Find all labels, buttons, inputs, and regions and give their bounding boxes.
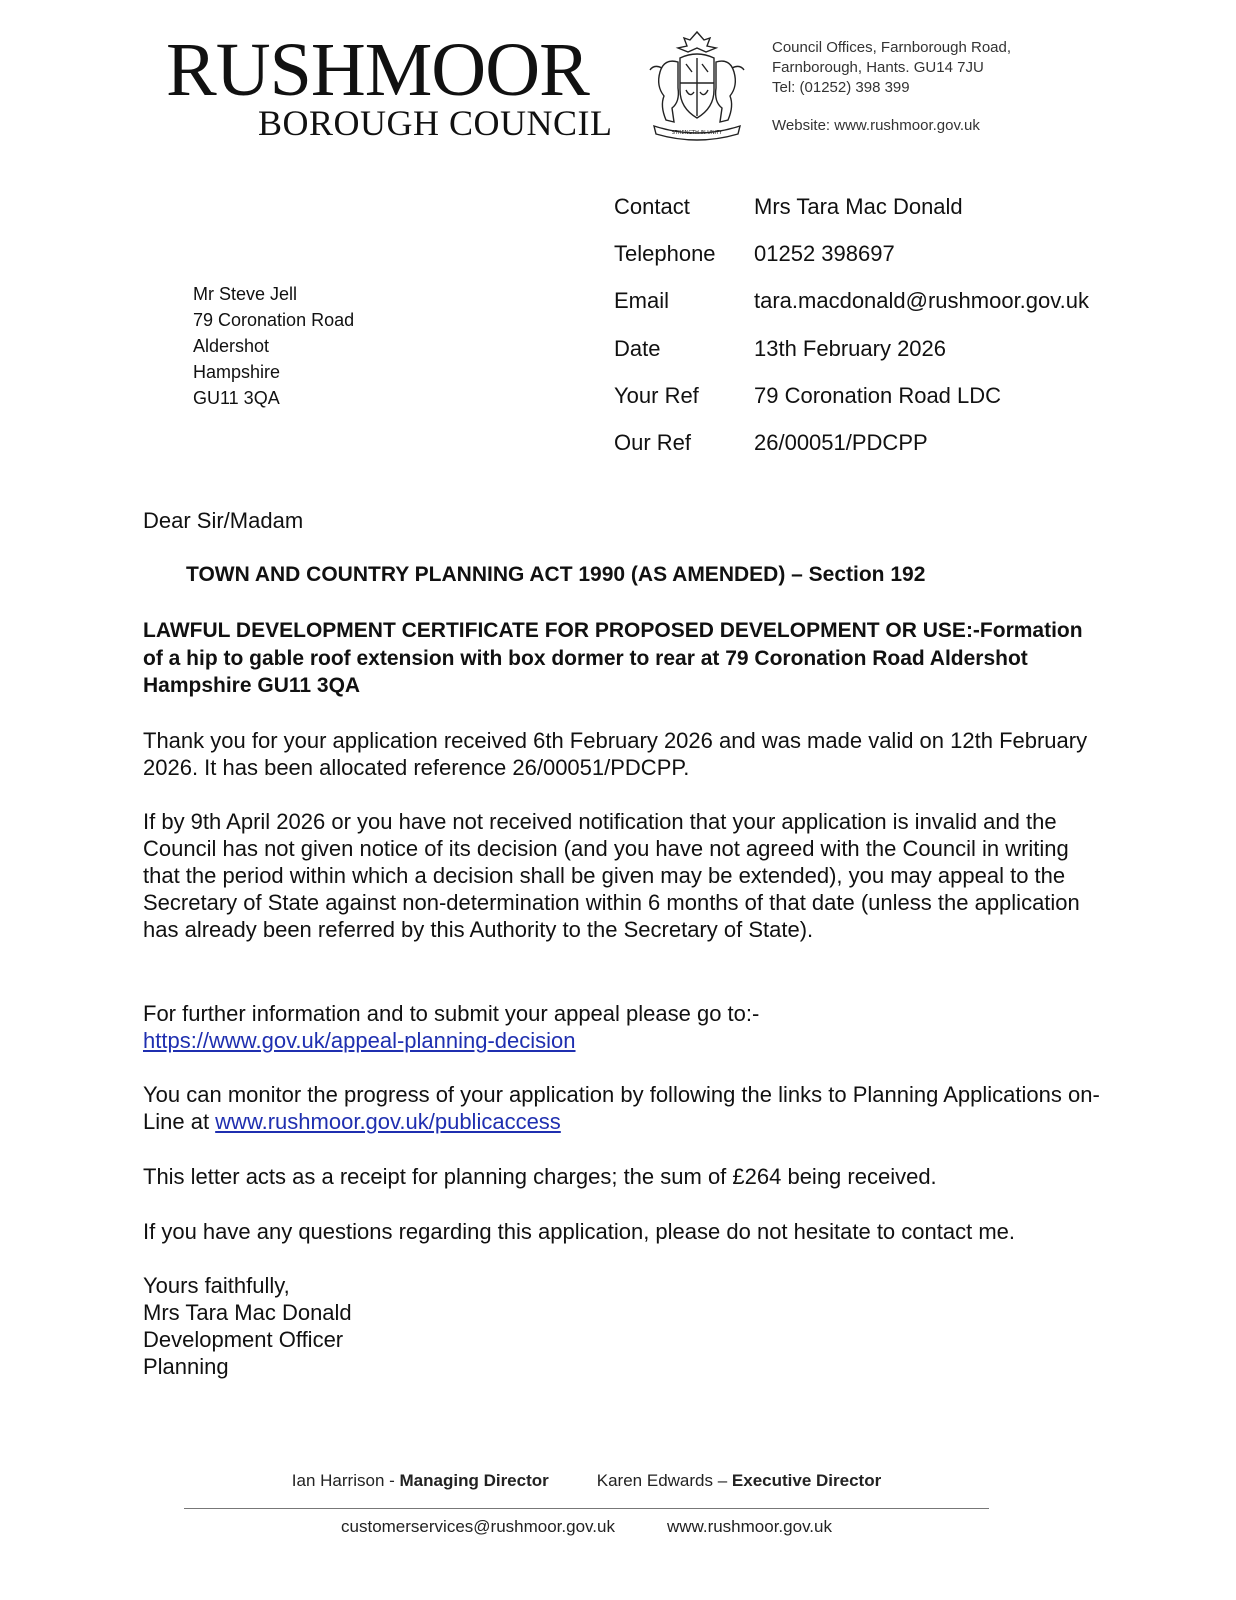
telephone-row <box>614 230 1214 277</box>
council-address-line: Council Offices, Farnborough Road, <box>772 39 1012 56</box>
your-ref-row <box>614 372 1214 419</box>
telephone-value: 01252 398697 <box>754 240 895 266</box>
appeal-link[interactable]: https://www.gov.uk/appeal-planning-decision <box>143 1028 576 1053</box>
our-ref-label: Our Ref <box>614 430 692 456</box>
contact-details-table <box>614 183 1214 467</box>
director2-name: Karen Edwards <box>596 1471 713 1490</box>
director1-title: Managing Director <box>399 1471 549 1490</box>
crest-motto: STRENGTH IN UNITY <box>671 130 723 136</box>
coat-of-arms-icon <box>640 28 754 142</box>
signatory-title: Development Officer <box>143 1327 344 1352</box>
act-heading: TOWN AND COUNTRY PLANNING ACT 1990 (AS AMENDED) – Section 192 <box>186 563 926 586</box>
further-information-text: For further information and to submit your appeal please go to:- <box>143 1001 760 1026</box>
recipient-postcode: GU11 3QA <box>193 388 280 408</box>
contact-row <box>614 183 1214 230</box>
email-value: tara.macdonald@rushmoor.gov.uk <box>754 288 1089 314</box>
council-address <box>772 38 1092 98</box>
recipient-address <box>193 281 453 411</box>
date-label: Date <box>614 335 661 361</box>
council-logo-subtitle: BOROUGH COUNCIL <box>258 103 613 143</box>
council-logo-wordmark: RUSHMOOR <box>166 28 589 112</box>
paragraph-further-information <box>143 1000 1103 1054</box>
date-value: 13th February 2026 <box>754 335 947 361</box>
recipient-address-line: 79 Coronation Road <box>193 310 355 330</box>
recipient-name: Mr Steve Jell <box>193 284 298 304</box>
email-label: Email <box>614 288 670 314</box>
email-row <box>614 278 1214 325</box>
signatory-name: Mrs Tara Mac Donald <box>143 1300 352 1325</box>
date-row <box>614 325 1214 372</box>
your-ref-value: 79 Coronation Road LDC <box>754 382 1002 408</box>
contact-value: Mrs Tara Mac Donald <box>754 193 963 219</box>
footer-directors: Ian Harrison - Managing Director Karen Edwards – Executive Director <box>291 1471 882 1490</box>
public-access-link[interactable]: www.rushmoor.gov.uk/publicaccess <box>215 1109 561 1134</box>
footer-website: www.rushmoor.gov.uk <box>666 1517 832 1536</box>
council-phone: Tel: (01252) 398 399 <box>772 79 910 96</box>
signoff-block <box>143 1272 1103 1380</box>
footer-email: customerservices@rushmoor.gov.uk <box>341 1517 615 1536</box>
paragraph-questions: If you have any questions regarding this application, please do not hesitate to contact me. <box>143 1219 1015 1244</box>
monitor-progress-text: You can monitor the progress of your application by following the links to Planning Applications on-Line at <box>143 1082 1100 1134</box>
director1-name: Ian Harrison <box>291 1471 385 1490</box>
paragraph-application-received: Thank you for your application received 6th February 2026 and was made valid on 12th February 2026. It has been allocated reference 26/00051/PDCPP. <box>143 728 1088 780</box>
council-website: Website: www.rushmoor.gov.uk <box>772 117 980 134</box>
recipient-address-line: Hampshire <box>193 362 281 382</box>
signatory-department: Planning <box>143 1354 229 1379</box>
subject-heading: LAWFUL DEVELOPMENT CERTIFICATE FOR PROPOSED DEVELOPMENT OR USE:-Formation of a hip to gable roof extension with box dormer to rear at 79 Coronation Road Aldershot Hampshire GU11 3QA <box>143 619 1083 697</box>
recipient-address-line: Aldershot <box>193 336 270 356</box>
paragraph-monitor-progress <box>143 1081 1103 1135</box>
paragraph-receipt: This letter acts as a receipt for planning charges; the sum of £264 being received. <box>143 1164 937 1189</box>
contact-label: Contact <box>614 193 690 219</box>
salutation: Dear Sir/Madam <box>143 508 304 533</box>
director2-title: Executive Director <box>731 1471 882 1490</box>
footer-contact <box>184 1517 989 1537</box>
paragraph-appeal-rights: If by 9th April 2026 or you have not received notification that your application is invalid and the Council has not given notice of its decision (and you have not agreed with the Council in writing that the period within which a decision shall be given may be extended), you may appeal to the Secretary of State against non-determination within 6 months of that date (unless the application has already been referred by this Authority to the Secretary of State). <box>143 809 1080 942</box>
closing: Yours faithfully, <box>143 1273 290 1298</box>
our-ref-value: 26/00051/PDCPP <box>754 430 928 456</box>
your-ref-label: Your Ref <box>614 382 699 408</box>
our-ref-row <box>614 419 1214 466</box>
footer-divider <box>184 1508 989 1509</box>
council-address-line: Farnborough, Hants. GU14 7JU <box>772 59 984 76</box>
telephone-label: Telephone <box>614 240 716 266</box>
